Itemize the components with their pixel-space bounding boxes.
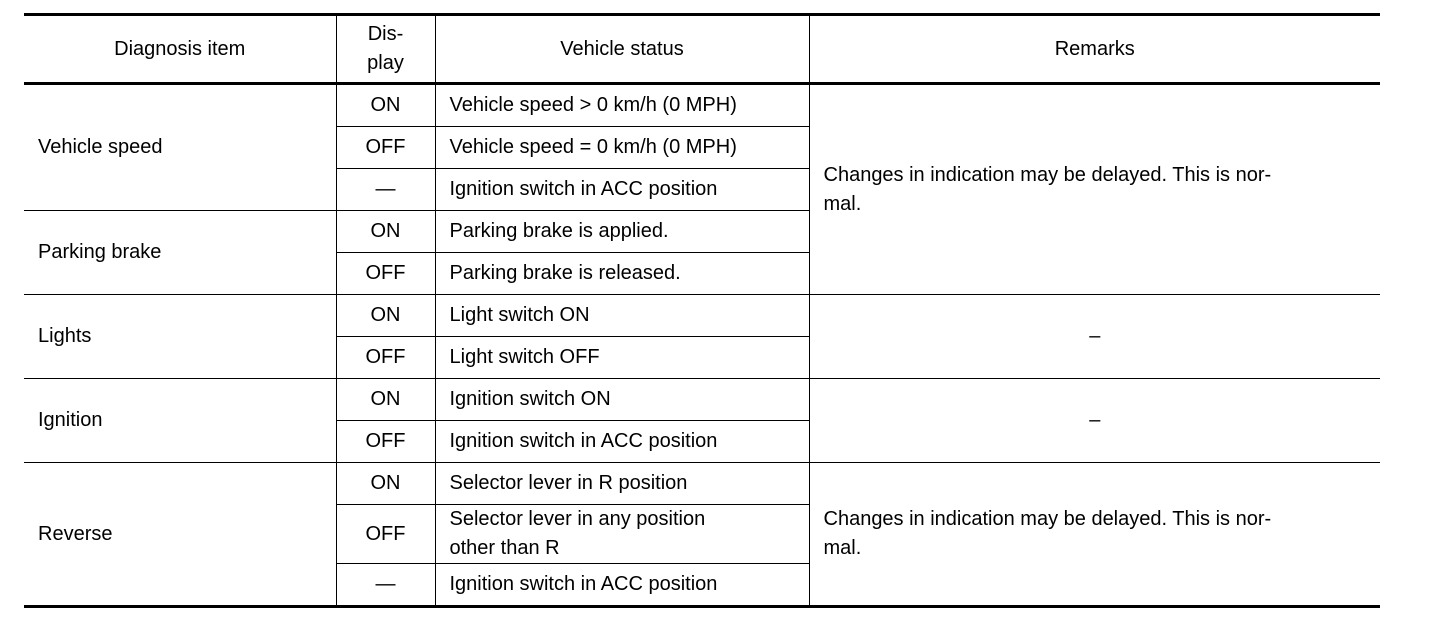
vehicle-status: Vehicle speed > 0 km/h (0 MPH) [435,84,809,127]
status-line: Selector lever in any position [449,508,706,530]
display-value: — [336,169,435,211]
display-value: OFF [336,421,435,463]
remarks-reverse [809,463,1380,607]
vehicle-status: Ignition switch in ACC position [435,421,809,463]
display-value: OFF [336,127,435,169]
display-value: ON [336,295,435,337]
vehicle-status: Parking brake is released. [435,253,809,295]
vehicle-status: Light switch OFF [435,337,809,379]
remarks-line: Changes in indication may be delayed. This is nor- [823,508,1272,530]
display-value: OFF [336,253,435,295]
vehicle-status: Ignition switch in ACC position [435,564,809,607]
header-display [336,15,435,84]
diagnosis-item-vehicle-speed: Vehicle speed [24,84,336,211]
diagnosis-item-lights: Lights [24,295,336,379]
remarks-lights: – [809,295,1380,379]
header-diagnosis-item: Diagnosis item [24,15,336,84]
diagnosis-item-parking-brake: Parking brake [24,211,336,295]
display-value: — [336,564,435,607]
vehicle-status [435,505,809,564]
display-value: OFF [336,337,435,379]
display-value: ON [336,379,435,421]
header-vehicle-status: Vehicle status [435,15,809,84]
display-value: ON [336,84,435,127]
vehicle-status: Vehicle speed = 0 km/h (0 MPH) [435,127,809,169]
vehicle-status: Ignition switch in ACC position [435,169,809,211]
header-row [24,15,1380,84]
remarks-line: Changes in indication may be delayed. This is nor- [823,163,1272,186]
header-remarks: Remarks [809,15,1380,84]
diagnosis-item-ignition: Ignition [24,379,336,463]
table-row [24,463,1380,505]
header-display-line2: play [367,52,404,74]
header-display-line1: Dis- [367,23,404,45]
vehicle-status: Light switch ON [435,295,809,337]
display-value: OFF [336,505,435,564]
remarks-speed-brake [809,84,1380,295]
remarks-ignition: – [809,379,1380,463]
vehicle-status: Ignition switch ON [435,379,809,421]
table-row [24,379,1380,421]
display-value: ON [336,211,435,253]
vehicle-status: Parking brake is applied. [435,211,809,253]
table-row [24,295,1380,337]
diagnosis-item-reverse: Reverse [24,463,336,607]
display-value: ON [336,463,435,505]
vehicle-status: Selector lever in R position [435,463,809,505]
diagnosis-table [24,13,1380,608]
status-line: other than R [449,537,560,559]
remarks-line: mal. [823,192,862,215]
remarks-line: mal. [823,537,862,559]
table-row [24,84,1380,127]
